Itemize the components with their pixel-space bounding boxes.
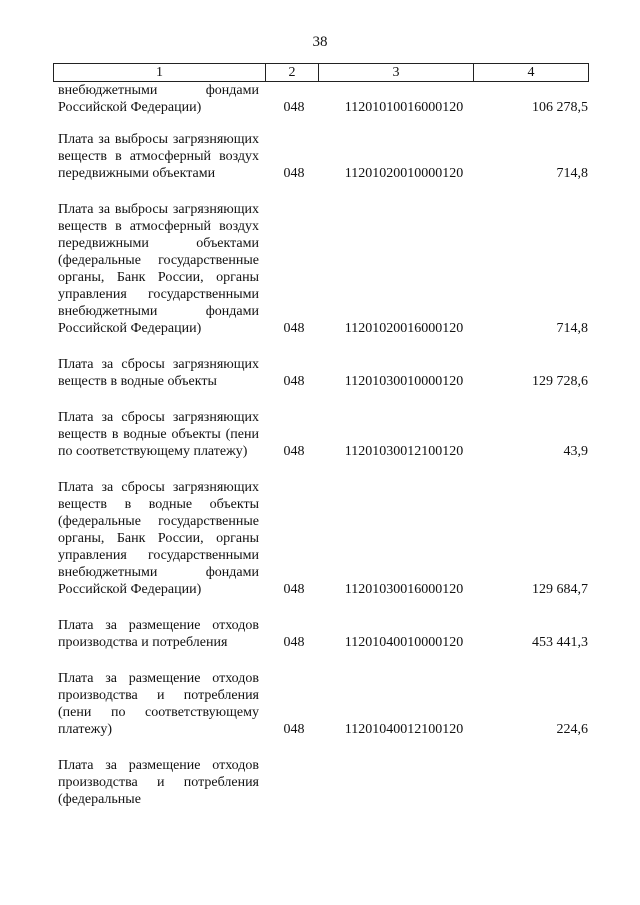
row-name-cell: Плата за размещение отходов производства и потребления (пени по соответствующему платежу) bbox=[58, 671, 259, 737]
table-row bbox=[58, 670, 588, 738]
row-budget-code-cell: 11201030010000120 bbox=[344, 374, 464, 389]
table-row bbox=[58, 479, 588, 598]
row-amount-cell: 43,9 bbox=[563, 444, 588, 459]
row-admin-code-cell: 048 bbox=[283, 100, 305, 115]
column-header-2: 2 bbox=[266, 64, 319, 82]
row-amount-cell: 714,8 bbox=[556, 321, 588, 336]
page-number: 38 bbox=[312, 34, 328, 50]
row-admin-code-cell: 048 bbox=[283, 582, 305, 597]
row-amount-cell: 106 278,5 bbox=[532, 100, 588, 115]
table-row bbox=[58, 82, 588, 116]
table-row bbox=[58, 757, 588, 808]
row-name-cell: Плата за сбросы загрязняющих веществ в водные объекты (пени по соответствующему платежу) bbox=[58, 410, 259, 459]
row-budget-code-cell: 11201040010000120 bbox=[344, 635, 464, 650]
row-budget-code-cell: 11201040012100120 bbox=[344, 722, 464, 737]
row-name-cell: Плата за размещение отходов производства и потребления (федеральные bbox=[58, 758, 259, 807]
row-name-cell: Плата за сбросы загрязняющих веществ в водные объекты (федеральные государственные органы, Банк России, органы управления государственными внебюджетными фондами Российской Федерации) bbox=[58, 480, 259, 597]
row-amount-cell: 129 684,7 bbox=[532, 582, 588, 597]
row-amount-cell: 224,6 bbox=[556, 722, 588, 737]
row-budget-code-cell: 11201030016000120 bbox=[344, 582, 464, 597]
row-budget-code-cell: 11201020010000120 bbox=[344, 166, 464, 181]
column-header-4: 4 bbox=[474, 64, 589, 82]
row-name-cell: Плата за выбросы загрязняющих веществ в атмосферный воздух передвижными объектами bbox=[58, 132, 259, 181]
table-row bbox=[58, 617, 588, 651]
column-header-1: 1 bbox=[54, 64, 266, 82]
row-amount-cell: 714,8 bbox=[556, 166, 588, 181]
row-admin-code-cell: 048 bbox=[283, 374, 305, 389]
column-header-3: 3 bbox=[319, 64, 474, 82]
table-row bbox=[58, 201, 588, 337]
table-row bbox=[58, 356, 588, 390]
row-budget-code-cell: 11201020016000120 bbox=[344, 321, 464, 336]
row-admin-code-cell: 048 bbox=[283, 722, 305, 737]
table-row bbox=[58, 131, 588, 182]
row-admin-code-cell: 048 bbox=[283, 321, 305, 336]
table-row bbox=[58, 409, 588, 460]
column-header-row bbox=[54, 64, 589, 82]
row-budget-code-cell: 11201030012100120 bbox=[344, 444, 464, 459]
row-name-cell: Плата за выбросы загрязняющих веществ в атмосферный воздух передвижными объектами (федеральные государственные органы, Банк России, органы управления государственными внебюджетными фондами Российской Федерации) bbox=[58, 202, 259, 336]
column-header-table bbox=[53, 63, 589, 82]
revenue-table-body bbox=[58, 82, 588, 827]
row-admin-code-cell: 048 bbox=[283, 166, 305, 181]
row-name-cell: внебюджетными фондами Российской Федерации) bbox=[58, 83, 259, 115]
row-amount-cell: 129 728,6 bbox=[532, 374, 588, 389]
row-admin-code-cell: 048 bbox=[283, 635, 305, 650]
row-amount-cell: 453 441,3 bbox=[532, 635, 588, 650]
row-name-cell: Плата за сбросы загрязняющих веществ в водные объекты bbox=[58, 357, 259, 389]
row-budget-code-cell: 11201010016000120 bbox=[344, 100, 464, 115]
row-admin-code-cell: 048 bbox=[283, 444, 305, 459]
row-name-cell: Плата за размещение отходов производства и потребления bbox=[58, 618, 259, 650]
